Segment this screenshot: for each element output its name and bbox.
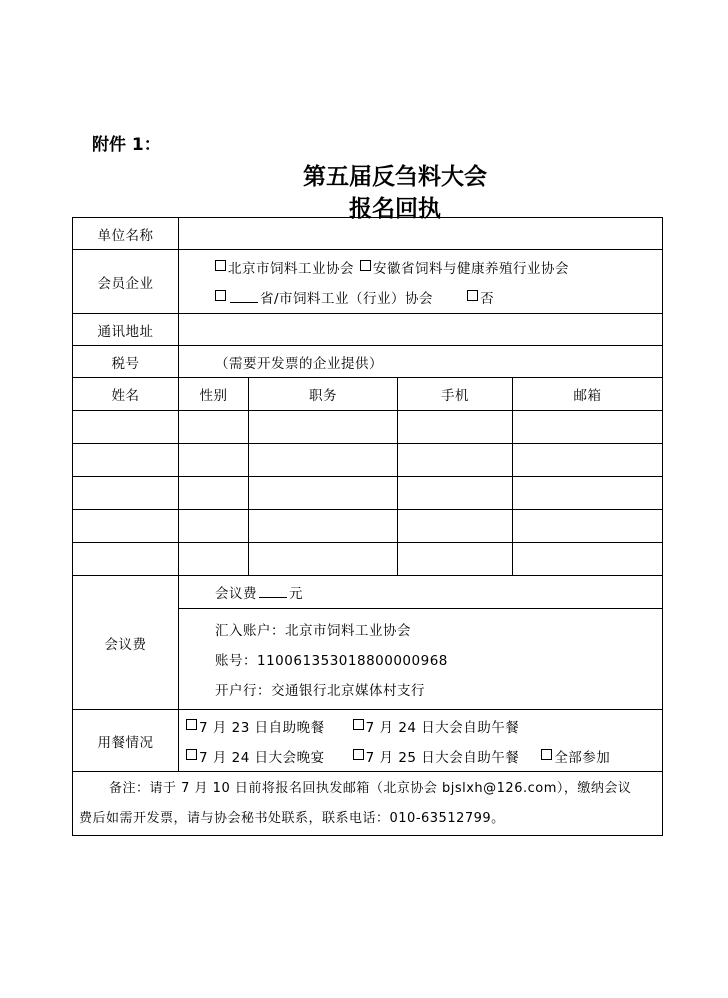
meal-checkbox-2[interactable]: [353, 719, 364, 730]
attendee-email-cell[interactable]: [513, 543, 663, 576]
province-blank[interactable]: [230, 290, 258, 303]
attendee-gender-cell[interactable]: [179, 444, 249, 477]
meal-checkbox-5[interactable]: [541, 749, 552, 760]
member-option-1: 北京市饲料工业协会: [228, 260, 354, 277]
member-option-3: 省/市饲料工业（行业）协会: [260, 290, 434, 307]
col-gender: 性别: [179, 378, 249, 411]
member-option-4: 否: [480, 290, 495, 307]
meal-checkbox-3[interactable]: [186, 749, 197, 760]
attendee-gender-cell[interactable]: [179, 543, 249, 576]
member-label: 会员企业: [73, 250, 179, 314]
attendee-phone-cell[interactable]: [398, 477, 513, 510]
col-title: 职务: [249, 378, 398, 411]
attendee-email-cell[interactable]: [513, 477, 663, 510]
attendee-gender-cell[interactable]: [179, 477, 249, 510]
bank-name: 开户行：交通银行北京媒体村支行: [215, 683, 425, 699]
unit-name-row: [73, 218, 663, 250]
attendee-name-cell[interactable]: [73, 543, 179, 576]
note-row: [73, 772, 663, 836]
note-line-1: 备注：请于 7 月 10 日前将报名回执发邮箱（北京协会 bjslxh@126.com），缴纳会议: [109, 780, 632, 796]
meal-checkbox-1[interactable]: [186, 719, 197, 730]
attendee-phone-cell[interactable]: [398, 510, 513, 543]
attendee-title-cell[interactable]: [249, 477, 398, 510]
attendee-gender-cell[interactable]: [179, 510, 249, 543]
attendee-title-cell[interactable]: [249, 543, 398, 576]
attendee-name-cell[interactable]: [73, 477, 179, 510]
tax-note: （需要开发票的企业提供）: [215, 355, 383, 372]
note-cell: [73, 772, 663, 836]
tax-field[interactable]: [179, 346, 663, 378]
fee-amount-prefix: 会议费: [215, 586, 257, 602]
member-checkbox-4[interactable]: [467, 290, 478, 301]
meal-label: 用餐情况: [73, 710, 179, 772]
meal-option-5: 全部参加: [554, 749, 611, 766]
attendee-title-cell[interactable]: [249, 411, 398, 444]
attendee-row: [73, 411, 663, 444]
col-phone: 手机: [398, 378, 513, 411]
fee-amount-row: [73, 576, 663, 609]
member-checkbox-2[interactable]: [360, 260, 371, 271]
attendee-name-cell[interactable]: [73, 510, 179, 543]
attendee-title-cell[interactable]: [249, 444, 398, 477]
note-line-2: 费后如需开发票，请与协会秘书处联系，联系电话：010-63512799。: [79, 810, 505, 826]
col-email: 邮箱: [513, 378, 663, 411]
attendee-title-cell[interactable]: [249, 510, 398, 543]
attendee-row: [73, 510, 663, 543]
member-options: [179, 250, 663, 314]
fee-amount-field: [179, 576, 663, 609]
fee-amount-blank[interactable]: [259, 585, 287, 598]
attendee-phone-cell[interactable]: [398, 543, 513, 576]
fee-amount-suffix: 元: [289, 586, 303, 602]
fee-account-info: [179, 609, 663, 710]
account-number: 账号：110061353018800000968: [215, 653, 448, 669]
form-title: 第五届反刍料大会: [303, 163, 487, 190]
attendee-row: [73, 477, 663, 510]
meal-option-4: 7 月 25 日大会自助午餐: [365, 749, 520, 766]
meal-checkbox-4[interactable]: [353, 749, 364, 760]
registration-form-table: [72, 217, 663, 836]
form-subtitle: 报名回执: [349, 195, 441, 222]
attendee-name-cell[interactable]: [73, 411, 179, 444]
attendee-header-row: [73, 378, 663, 411]
attendee-phone-cell[interactable]: [398, 411, 513, 444]
address-label: 通讯地址: [73, 314, 179, 346]
unit-name-field[interactable]: [179, 218, 663, 250]
fee-label: 会议费: [73, 576, 179, 710]
meal-row: [73, 710, 663, 772]
attendee-row: [73, 444, 663, 477]
attendee-phone-cell[interactable]: [398, 444, 513, 477]
meal-option-1: 7 月 23 日自助晚餐: [199, 719, 325, 736]
member-row: [73, 250, 663, 314]
member-checkbox-3[interactable]: [215, 290, 226, 301]
tax-row: [73, 346, 663, 378]
unit-name-label: 单位名称: [73, 218, 179, 250]
account-name: 汇入账户：北京市饲料工业协会: [215, 623, 411, 639]
tax-label: 税号: [73, 346, 179, 378]
attendee-gender-cell[interactable]: [179, 411, 249, 444]
address-field[interactable]: [179, 314, 663, 346]
meal-option-3: 7 月 24 日大会晚宴: [199, 749, 325, 766]
member-option-2: 安徽省饲料与健康养殖行业协会: [373, 260, 569, 277]
attendee-email-cell[interactable]: [513, 444, 663, 477]
attendee-row: [73, 543, 663, 576]
address-row: [73, 314, 663, 346]
attachment-label: 附件 1：: [92, 135, 161, 155]
meal-options: [179, 710, 663, 772]
attendee-email-cell[interactable]: [513, 510, 663, 543]
meal-option-2: 7 月 24 日大会自助午餐: [365, 719, 520, 736]
col-name: 姓名: [73, 378, 179, 411]
attendee-email-cell[interactable]: [513, 411, 663, 444]
attendee-name-cell[interactable]: [73, 444, 179, 477]
member-checkbox-1[interactable]: [215, 260, 226, 271]
